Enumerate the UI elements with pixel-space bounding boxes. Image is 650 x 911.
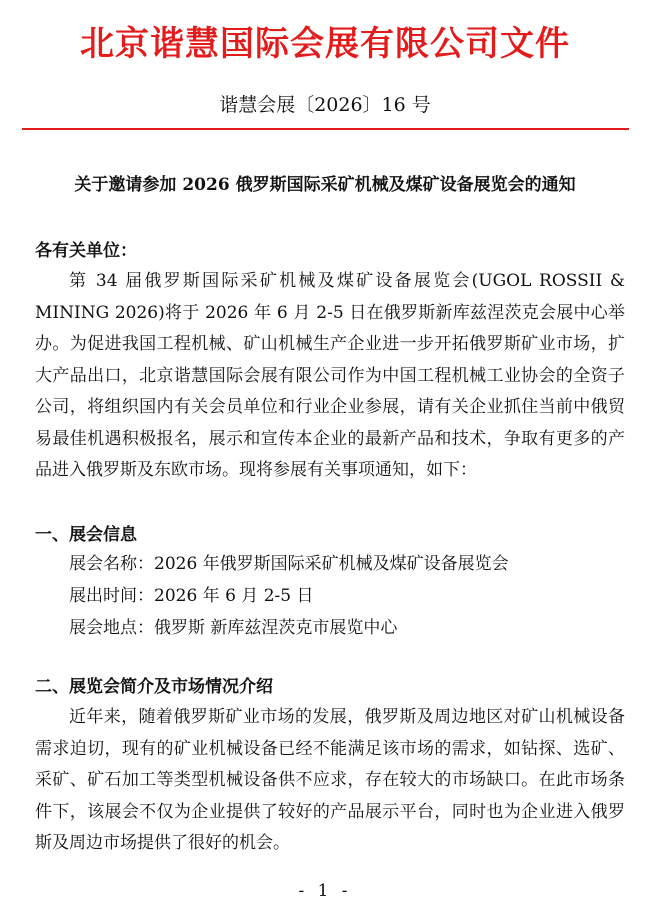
section-heading-exhibition-info: 一、展会信息 (35, 525, 137, 545)
intro-paragraph: 第 34 届俄罗斯国际采矿机械及煤矿设备展览会(UGOL ROSSII & MINING 2026)将于 2026 年 6 月 2-5 日在俄罗斯新库兹涅茨克会展中心举办。为促进我国工程机械、矿山机械生产企业进一步开拓俄罗斯矿业市场，扩大产品出口，北京谐慧国际会展有限公司作为中国工程机械工业协会的全资子公司，将组织国内有关会员单位和行业企业参展，请有关企业抓住当前中俄贸易最佳机遇积极报名，展示和宣传本企业的最新产品和技术，争取有更多的产品进入俄罗斯及东欧市场。现将参展有关事项通知，如下： (35, 271, 625, 480)
notice-title: 关于邀请参加 2026 俄罗斯国际采矿机械及煤矿设备展览会的通知 (74, 175, 576, 195)
document-number: 谐慧会展〔2026〕16 号 (219, 94, 431, 116)
salutation: 各有关单位： (35, 241, 137, 261)
info-line-exhibition-name: 展会名称：2026 年俄罗斯国际采矿机械及煤矿设备展览会 (69, 554, 509, 574)
red-divider-line (22, 128, 629, 130)
info-line-exhibition-venue: 展会地点：俄罗斯 新库兹涅茨克市展览中心 (69, 618, 398, 638)
page-number: - 1 - (298, 881, 352, 901)
organization-title: 北京谐慧国际会展有限公司文件 (80, 24, 570, 64)
info-line-exhibition-date: 展出时间：2026 年 6 月 2-5 日 (69, 586, 314, 606)
market-intro-paragraph: 近年来，随着俄罗斯矿业市场的发展，俄罗斯及周边地区对矿山机械设备需求迫切，现有的矿业机械设备已经不能满足该市场的需求，如钻探、选矿、采矿、矿石加工等类型机械设备供不应求，存在较大的市场缺口。在此市场条件下，该展会不仅为企业提供了较好的产品展示平台，同时也为企业进入俄罗斯及周边市场提供了很好的机会。 (35, 707, 625, 853)
section-heading-market-intro: 二、展览会简介及市场情况介绍 (35, 677, 273, 697)
